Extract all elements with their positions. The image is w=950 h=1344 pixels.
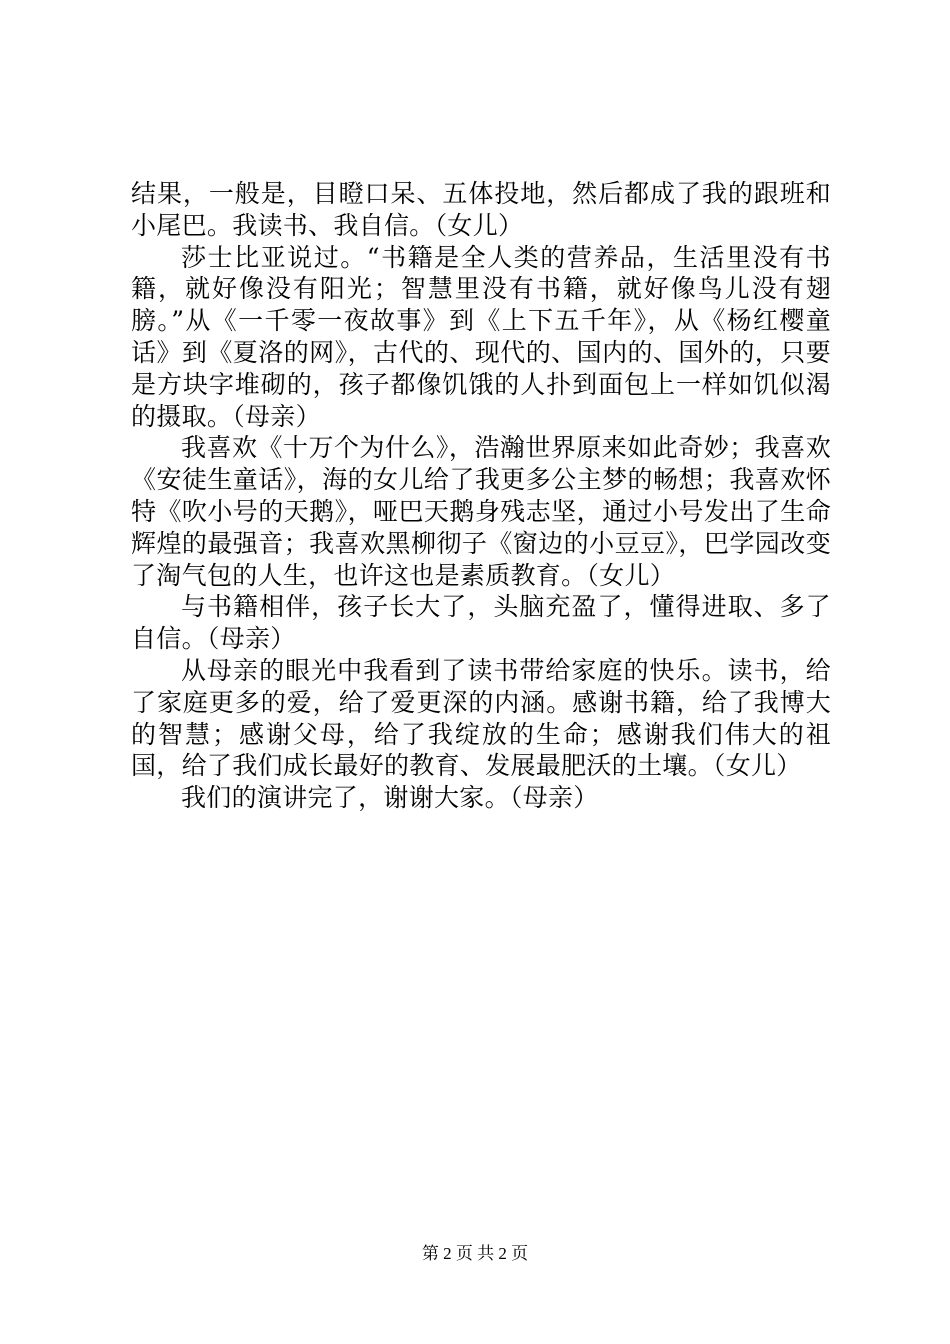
page-number-footer: 第 2 页 共 2 页 — [421, 1244, 529, 1263]
document-body — [131, 178, 831, 814]
paragraph-gratitude: 从母亲的眼光中我看到了读书带给家庭的快乐。读书，给了家庭更多的爱，给了爱更深的内涵。感谢书籍，给了我博大的智慧；感谢父母，给了我绽放的生命；感谢我们伟大的祖国，给了我们成长最好的教育、发展最肥沃的土壤。（女儿） — [131, 655, 831, 781]
paragraph-closing: 我们的演讲完了，谢谢大家。（母亲） — [181, 783, 599, 813]
paragraph-shakespeare-quote: 莎士比亚说过。“书籍是全人类的营养品，生活里没有书籍，就好像没有阳光；智慧里没有书籍，就好像鸟儿没有翅膀。”从《一千零一夜故事》到《上下五千年》，从《杨红樱童话》到《夏洛的网》，古代的、现代的、国内的、国外的，只要是方块字堆砌的，孩子都像饥饿的人扑到面包上一样如饥似渴的摄取。（母亲） — [131, 242, 831, 431]
paragraph-favorite-books: 我喜欢《十万个为什么》，浩瀚世界原来如此奇妙；我喜欢《安徒生童话》，海的女儿给了我更多公主梦的畅想；我喜欢怀特《吹小号的天鹅》，哑巴天鹅身残志坚，通过小号发出了生命辉煌的最强音；我喜欢黑柳彻子《窗边的小豆豆》，巴学园改变了淘气包的人生，也许这也是素质教育。（女儿） — [131, 433, 831, 590]
paragraph-growing-up: 与书籍相伴，孩子长大了，头脑充盈了，懂得进取、多了自信。（母亲） — [131, 592, 831, 654]
paragraph-continuation: 结果，一般是，目瞪口呆、五体投地，然后都成了我的跟班和小尾巴。我读书、我自信。（女儿） — [131, 179, 831, 240]
